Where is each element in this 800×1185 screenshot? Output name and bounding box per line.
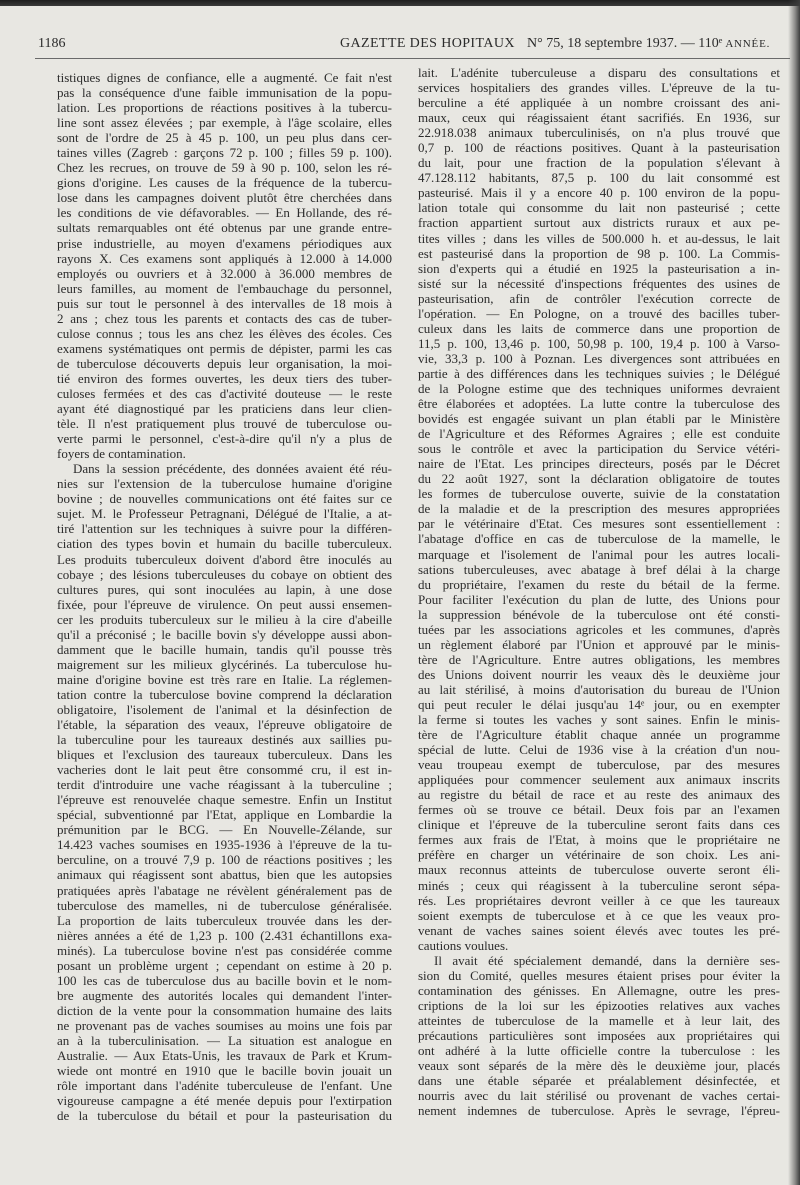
text-line bbox=[418, 577, 780, 592]
text-line bbox=[57, 401, 392, 416]
line-text: Pour faciliter l'exécution du plan de lutte, des Unions pour bbox=[418, 591, 780, 607]
text-line bbox=[57, 175, 392, 190]
text-line bbox=[418, 321, 780, 336]
line-text: tuées par les associations agricoles et les communes, d'après bbox=[418, 621, 780, 637]
line-text: 2 ans ; chez tous les parents et contacts des cas de tuber- bbox=[57, 310, 392, 326]
text-line bbox=[418, 200, 780, 215]
text-line bbox=[57, 521, 392, 536]
line-text: du 22 août 1927, sont la déclaration obligatoire de toutes bbox=[418, 471, 780, 487]
text-line bbox=[418, 185, 780, 200]
line-text: 47.128.112 habitants, 87,5 p. 100 du lait consommé est bbox=[418, 170, 780, 186]
line-text: pas la conséquence d'une faible immunisation de la popu- bbox=[57, 85, 392, 101]
text-line bbox=[57, 973, 392, 988]
text-line bbox=[418, 607, 780, 622]
line-text: gions d'origine. Les causes de la fréquence de la tubercu- bbox=[57, 175, 392, 191]
line-text: vigoureuse campagne a été menée depuis pour l'extirpation bbox=[57, 1093, 392, 1109]
text-line bbox=[418, 667, 780, 682]
text-line bbox=[418, 80, 780, 95]
line-text: cer les produits tuberculeux sur le milieu à la cire d'abeille bbox=[57, 611, 392, 627]
text-line bbox=[418, 1043, 780, 1058]
text-line bbox=[418, 1028, 780, 1043]
line-text: examens systématiques ont permis de dépister, parmi les cas bbox=[57, 340, 392, 356]
line-text: criptions de la loi sur les épizooties relatives aux vaches bbox=[418, 997, 780, 1013]
text-line bbox=[418, 65, 780, 80]
line-text: sujet. M. le Professeur Petragnani, Délégué de l'Italie, a at- bbox=[57, 506, 392, 522]
line-text: préfère en charger un vétérinaire de son choix. Les ani- bbox=[418, 847, 780, 863]
line-text: Dans la session précédente, des données avaient été réu- bbox=[73, 461, 392, 477]
line-text: rés. Les propriétaires devront veiller à ce que les taureaux bbox=[418, 892, 780, 908]
line-text: fermes aux frais de l'Etat, à moins que le propriétaire ne bbox=[418, 832, 780, 848]
text-line bbox=[418, 622, 780, 637]
line-text: contamination des génisses. En Allemagne, outre les pres- bbox=[418, 982, 780, 998]
text-line bbox=[418, 637, 780, 652]
line-text: cautions voulues. bbox=[418, 937, 509, 953]
text-line bbox=[57, 612, 392, 627]
line-text: spécial, subventionné par l'Etat, applique en Lombardie la bbox=[57, 807, 392, 823]
right-column bbox=[418, 65, 780, 1118]
text-line bbox=[57, 747, 392, 762]
text-line bbox=[57, 867, 392, 882]
line-text: au registre du bétail de race et au reste des animaux des bbox=[418, 787, 780, 803]
text-line bbox=[418, 231, 780, 246]
line-text: prémunition par le BCG. — En Nouvelle-Zélande, sur bbox=[57, 822, 392, 838]
line-text: maigrement sur les milieux glycérinés. La tuberculose hu- bbox=[57, 656, 392, 672]
line-text: sous le contrôle et avec la participation du Service vétéri- bbox=[418, 441, 780, 457]
text-line bbox=[57, 85, 392, 100]
text-line bbox=[57, 837, 392, 852]
line-text: au lait stérilisé, à moins d'autorisation du bureau de l'Union bbox=[418, 681, 780, 697]
line-text: posant un problème urgent ; cependant on estime à 20 p. bbox=[57, 957, 392, 973]
text-line bbox=[418, 1103, 780, 1118]
line-text: veaux sont séparés de la mère dès le deuxième jour, placés bbox=[418, 1058, 780, 1074]
text-line bbox=[57, 552, 392, 567]
text-line bbox=[418, 1058, 780, 1073]
line-text: culeux dans les laits de commerce dans une proportion de bbox=[418, 320, 780, 336]
text-line bbox=[57, 341, 392, 356]
line-text: fraction appartient surtout aux districts ruraux et aux pe- bbox=[418, 215, 780, 231]
line-text: sultats remarquables ont été obtenus par une grande entre- bbox=[57, 220, 392, 236]
text-line bbox=[418, 787, 780, 802]
line-text: cobaye ; des lésions tuberculeuses du cobaye on obtient des bbox=[57, 566, 392, 582]
issue-year-label: ANNÉE. bbox=[725, 38, 771, 50]
line-text: l'épreuve est renouvelée chaque semestre. Enfin un Institut bbox=[57, 792, 392, 808]
line-text: des Unions doivent nourrir les veaux dès le deuxième jour bbox=[418, 666, 780, 682]
binding-shadow bbox=[788, 0, 800, 1185]
text-line bbox=[418, 306, 780, 321]
text-line bbox=[57, 1018, 392, 1033]
line-text: lation totale qui consomme du lait non pasteurisé ; cette bbox=[418, 200, 780, 216]
line-text: nement indemnes de tuberculose. Après le sevrage, l'épreu- bbox=[418, 1103, 780, 1119]
line-text: tèle. Il n'est pratiquement plus trouvé de tuberculose ou- bbox=[57, 416, 392, 432]
text-line bbox=[418, 471, 780, 486]
line-text: Il avait été spécialement demandé, dans la dernière ses- bbox=[434, 952, 780, 968]
text-line bbox=[418, 215, 780, 230]
text-line bbox=[418, 742, 780, 757]
text-line bbox=[57, 536, 392, 551]
line-text: La proportion de laits tuberculeux trouvée dans les der- bbox=[57, 912, 392, 928]
text-line bbox=[57, 597, 392, 612]
line-text: ont adhéré à la lutte officielle contre la tuberculose : les bbox=[418, 1043, 780, 1059]
text-line bbox=[418, 697, 780, 712]
line-text: l'étable, la séparation des veaux, l'épreuve obligatoire de bbox=[57, 717, 392, 733]
text-line bbox=[418, 456, 780, 471]
text-line bbox=[418, 426, 780, 441]
text-line bbox=[418, 501, 780, 516]
line-text: tistiques dignes de confiance, elle a augmenté. Ce fait n'est bbox=[57, 70, 392, 85]
text-line bbox=[57, 506, 392, 521]
line-text: terdit d'introduire une vache réagissant à la tuberculine ; bbox=[57, 777, 392, 793]
text-line bbox=[57, 717, 392, 732]
text-line bbox=[57, 431, 392, 446]
line-text: tié environ des formes ouvertes, les deux tiers des tuber- bbox=[57, 370, 392, 386]
line-text: culoses fermées et des cas d'activité douteuse — le reste bbox=[57, 385, 392, 401]
header-rule bbox=[35, 58, 790, 59]
text-line bbox=[57, 115, 392, 130]
text-line bbox=[418, 983, 780, 998]
line-text: clinique et l'épreuve de la tuberculine seront faits dans ces bbox=[418, 817, 780, 833]
text-line bbox=[57, 1108, 392, 1123]
text-line bbox=[418, 592, 780, 607]
line-text: qu'il a préconisé ; le bacille bovin s'y développe aussi abon- bbox=[57, 626, 392, 642]
issue-date: N° 75, 18 septembre 1937. — 110ᵉ bbox=[527, 36, 723, 51]
text-line bbox=[418, 366, 780, 381]
line-text: nières années a été de 1,23 p. 100 (2.431 échantillons exa- bbox=[57, 927, 392, 943]
line-text: Chez les recrues, on trouve de 59 à 90 p. 100, selon les ré- bbox=[57, 160, 392, 176]
line-text: pasteurisé. Mais il y a encore 40 p. 100 environ de la popu- bbox=[418, 185, 780, 201]
text-line bbox=[418, 261, 780, 276]
text-line bbox=[57, 461, 392, 476]
line-text: Australie. — Aux Etats-Unis, les travaux de Park et Krum- bbox=[57, 1048, 392, 1064]
line-text: maine d'origine bovine est très rare en Italie. La réglemen- bbox=[57, 671, 392, 687]
text-line bbox=[57, 792, 392, 807]
line-text: l'opération. — En Pologne, on a trouvé des bacilles tuber- bbox=[418, 305, 780, 321]
line-text: wiede ont montré en 1910 que le bacille bovin jouait un bbox=[57, 1063, 392, 1079]
line-text: appliquées pour commencer seulement aux animaux inscrits bbox=[418, 772, 780, 788]
line-text: Les produits tuberculeux doivent d'abord être inoculés au bbox=[57, 551, 392, 567]
text-line bbox=[57, 642, 392, 657]
text-line bbox=[418, 712, 780, 727]
text-line bbox=[418, 110, 780, 125]
line-text: an à la tuberculinisation. — La situation est analogue en bbox=[57, 1033, 392, 1048]
text-line bbox=[57, 491, 392, 506]
text-line bbox=[418, 817, 780, 832]
line-text: de la maladie et de la prescription des mesures appropriées bbox=[418, 501, 780, 517]
line-text: marquage et l'isolement de l'animal pour les autres locali- bbox=[418, 546, 780, 562]
line-text: lait. L'adénite tuberculeuse a disparu des consultations et bbox=[418, 65, 780, 80]
text-line bbox=[418, 276, 780, 291]
line-text: diction de la vente pour la consommation humaine des laits bbox=[57, 1002, 392, 1018]
line-text: par le vétérinaire d'Etat. Ces mesures sont essentiellement : bbox=[418, 516, 780, 532]
text-line bbox=[57, 913, 392, 928]
text-line bbox=[418, 908, 780, 923]
text-line bbox=[57, 1033, 392, 1048]
line-text: sations tuberculeuses, avec abatage à bref délai à la charge bbox=[418, 561, 780, 577]
text-line bbox=[57, 160, 392, 175]
text-line bbox=[57, 386, 392, 401]
text-line bbox=[418, 652, 780, 667]
line-text: 100 les cas de tuberculose dus au bacille bovin et le nom- bbox=[57, 972, 392, 988]
scan-edge-top bbox=[0, 0, 800, 6]
text-line bbox=[57, 582, 392, 597]
text-line bbox=[418, 547, 780, 562]
line-text: bre augmente des autorités locales qui demandent l'inter- bbox=[57, 987, 392, 1003]
line-text: tation contre la tuberculose bovine comprend la déclaration bbox=[57, 686, 392, 702]
text-line bbox=[57, 657, 392, 672]
text-line bbox=[57, 296, 392, 311]
text-line bbox=[57, 1063, 392, 1078]
text-line bbox=[418, 998, 780, 1013]
text-line bbox=[418, 140, 780, 155]
text-line bbox=[57, 190, 392, 205]
line-text: sion d'experts qui a étudié en 1925 la pasteurisation a in- bbox=[418, 260, 780, 276]
line-text: du lait, pour une fraction de la population s'élevant à bbox=[418, 155, 780, 171]
line-text: tites villes ; dans les villes de 500.000 h. et au-dessus, le lait bbox=[418, 230, 780, 246]
line-text: vacheries dont le lait peut être consommé cru, il est in- bbox=[57, 762, 392, 778]
line-text: la suppression bénévole de la tuberculose ont été consti- bbox=[418, 606, 780, 622]
line-text: de la tuberculose du bétail et pour la pasteurisation du bbox=[57, 1108, 392, 1124]
line-text: ne provenant pas de vaches soumises au moins une fois par bbox=[57, 1017, 392, 1033]
text-line bbox=[418, 125, 780, 140]
line-text: la ferme si toutes les vaches y sont saines. Enfin le minis- bbox=[418, 712, 780, 728]
text-line bbox=[57, 958, 392, 973]
text-line bbox=[57, 476, 392, 491]
text-line bbox=[418, 291, 780, 306]
line-text: fermes où se trouve ce bétail. Deux fois par an l'examen bbox=[418, 802, 780, 818]
line-text: fixée, pour l'épreuve de virulence. On peut aussi ensemen- bbox=[57, 596, 392, 612]
line-text: un règlement élaboré par l'Union et approuvé par le minis- bbox=[418, 636, 780, 652]
line-text: nourris avec du lait stérilisé ou provenant de vaches certai- bbox=[418, 1088, 780, 1104]
line-text: minés). La tuberculose bovine n'est pas considérée comme bbox=[57, 942, 392, 958]
line-text: prise industrielle, au moyen d'examens périodiques aux bbox=[57, 235, 392, 251]
text-line bbox=[57, 70, 392, 85]
text-line bbox=[418, 923, 780, 938]
line-text: 0,7 p. 100 de réactions positives. Quant à la pasteurisation bbox=[418, 140, 780, 156]
line-text: vie, 33,3 p. 100 à Poznan. Les divergences sont attribuées en bbox=[418, 350, 780, 366]
line-text: de tuberculose découverts depuis leur organisation, la moi- bbox=[57, 355, 392, 371]
text-line bbox=[57, 236, 392, 251]
line-text: venant de vaches saines soient élevés avec toutes les pré- bbox=[418, 922, 780, 938]
line-text: line sont assez élevées ; par exemple, à l'âge scolaire, elles bbox=[57, 115, 392, 131]
text-line bbox=[418, 441, 780, 456]
line-text: rayons X. Ces examens sont appliqués à 12.000 à 14.000 bbox=[57, 250, 392, 266]
line-text: animaux qui réagissent sont abattus, bien que les autopsies bbox=[57, 867, 392, 883]
text-line bbox=[57, 928, 392, 943]
text-line bbox=[418, 411, 780, 426]
text-line bbox=[57, 807, 392, 822]
text-line bbox=[57, 898, 392, 913]
text-line bbox=[418, 95, 780, 110]
text-line bbox=[57, 1003, 392, 1018]
text-line bbox=[57, 883, 392, 898]
line-text: précautions particulières sont imposées aux propriétaires qui bbox=[418, 1028, 780, 1043]
line-text: taines villes (Zagreb : garçons 72 p. 100 ; filles 59 p. 100). bbox=[57, 145, 392, 161]
text-line bbox=[57, 988, 392, 1003]
text-line bbox=[57, 687, 392, 702]
line-text: bliques et l'exclusion des taureaux tuberculeux. Dans les bbox=[57, 747, 392, 763]
line-text: rôle important dans l'adénite tuberculeuse de l'enfant. Une bbox=[57, 1078, 392, 1094]
text-line bbox=[57, 100, 392, 115]
text-line bbox=[418, 832, 780, 847]
text-line bbox=[57, 281, 392, 296]
line-text: tère de l'Agriculture établit chaque année un programme bbox=[418, 727, 780, 743]
text-line bbox=[418, 246, 780, 261]
line-text: bovine ; de nouvelles communications ont été faites sur ce bbox=[57, 491, 392, 507]
line-text: qui peut reculer le délai jusqu'au 14ᵉ jour, ou en exempter bbox=[418, 696, 780, 712]
text-line bbox=[57, 371, 392, 386]
text-line bbox=[57, 251, 392, 266]
line-text: berculine, on a trouvé 7,9 p. 100 de réactions positives ; les bbox=[57, 852, 392, 868]
text-line bbox=[418, 938, 780, 953]
line-text: minés ; ceux qui réagissent à la tuberculine seront sépa- bbox=[418, 877, 780, 893]
page-number: 1186 bbox=[38, 36, 66, 51]
text-line bbox=[418, 1013, 780, 1028]
text-line bbox=[418, 1073, 780, 1088]
line-text: les formes de tuberculose ouverte, suivie de la constatation bbox=[418, 486, 780, 502]
line-text: berculine a été appliquée à un nombre croissant des ani- bbox=[418, 95, 780, 111]
text-line bbox=[57, 672, 392, 687]
line-text: l'abatage d'office en cas de tuberculose de la mamelle, le bbox=[418, 531, 780, 547]
text-line bbox=[57, 702, 392, 717]
line-text: la tuberculine pour les taureaux destinés aux saillies pu- bbox=[57, 732, 392, 748]
text-line bbox=[418, 336, 780, 351]
line-text: nies sur l'extension de la tuberculose humaine d'origine bbox=[57, 476, 392, 492]
text-line bbox=[57, 311, 392, 326]
text-line bbox=[57, 326, 392, 341]
text-line bbox=[57, 205, 392, 220]
line-text: tiré l'attention sur les techniques à suivre pour la différen- bbox=[57, 521, 392, 537]
issue-info bbox=[527, 36, 770, 52]
line-text: employés ou ouvriers et à 32.000 à 36.000 membres de bbox=[57, 265, 392, 281]
line-text: tère de l'Agriculture. Entre autres obligations, les membres bbox=[418, 651, 780, 667]
text-line bbox=[418, 170, 780, 185]
line-text: maux reconnus atteints de tuberculose ouverte seront éli- bbox=[418, 862, 780, 878]
text-line bbox=[57, 822, 392, 837]
journal-title: GAZETTE DES HOPITAUX bbox=[340, 36, 515, 51]
line-text: lation. Les proportions de réactions positives à la tubercu- bbox=[57, 100, 392, 116]
text-line bbox=[418, 1088, 780, 1103]
text-line bbox=[57, 852, 392, 867]
text-line bbox=[57, 145, 392, 160]
text-line bbox=[418, 878, 780, 893]
text-line bbox=[57, 1048, 392, 1063]
line-text: dans une étable séparée et préalablement désinfectée, et bbox=[418, 1073, 780, 1089]
line-text: de la Pologne estime que des techniques uniformes devraient bbox=[418, 380, 780, 396]
text-line bbox=[418, 968, 780, 983]
line-text: de l'Agriculture et des Réformes Agraires ; elle est conduite bbox=[418, 426, 780, 442]
text-line bbox=[57, 732, 392, 747]
text-line bbox=[418, 562, 780, 577]
text-line bbox=[57, 762, 392, 777]
text-line bbox=[418, 155, 780, 170]
line-text: 14.423 vaches soumises en 1935-1936 à l'épreuve de la tu- bbox=[57, 837, 392, 853]
line-text: tuberculose des mamelles, ni de tuberculose généralisée. bbox=[57, 897, 392, 913]
line-text: est pasteurisé dans la proportion de 98 p. 100. La Commis- bbox=[418, 245, 780, 261]
line-text: partie à des différences dans les techniques suivies ; le Délégué bbox=[418, 365, 780, 381]
line-text: 11,5 p. 100, 13,46 p. 100, 50,98 p. 100, 19,4 p. 100 à Varso- bbox=[418, 335, 780, 351]
line-text: être élaborées et adoptées. La lutte contre la tuberculose des bbox=[418, 396, 780, 412]
line-text: naire de l'Etat. Les principes directeurs, posés par le Décret bbox=[418, 456, 780, 472]
text-line bbox=[57, 943, 392, 958]
line-text: sisté sur la nécessité d'inspections fréquentes des usines de bbox=[418, 275, 780, 291]
line-text: bovidés est engagée suivant un plan établi par le Ministère bbox=[418, 411, 780, 427]
text-line bbox=[57, 130, 392, 145]
text-line bbox=[57, 266, 392, 281]
line-text: sion du Comité, quelles mesures étaient prises pour éviter la bbox=[418, 967, 780, 983]
line-text: spécial de lutte. Celui de 1936 vise à la création d'un nou- bbox=[418, 742, 780, 758]
text-line bbox=[57, 777, 392, 792]
line-text: leurs familles, au moment de l'embauchage du personnel, bbox=[57, 280, 392, 296]
line-text: pasteurisation, afin de contrôler l'exécution correcte de bbox=[418, 290, 780, 306]
text-line bbox=[418, 953, 780, 968]
text-line bbox=[57, 567, 392, 582]
line-text: ciation des types bovin et humain du bacille tuberculeux. bbox=[57, 536, 392, 552]
text-line bbox=[418, 516, 780, 531]
text-line bbox=[418, 847, 780, 862]
text-line bbox=[57, 1078, 392, 1093]
line-text: cultures pures, qui sont inoculées au lapin, à une dose bbox=[57, 581, 392, 597]
line-text: damment que le bacille humain, tandis qu'il pousse très bbox=[57, 641, 392, 657]
text-line bbox=[418, 531, 780, 546]
line-text: maux, ceux qui réagissaient étant sacrifiés. En 1936, sur bbox=[418, 110, 780, 126]
text-line bbox=[57, 220, 392, 235]
text-line bbox=[418, 682, 780, 697]
line-text: du propriétaire, l'examen du reste du bétail de la ferme. bbox=[418, 576, 780, 592]
text-line bbox=[57, 446, 392, 461]
text-line bbox=[418, 772, 780, 787]
line-text: sont de l'ordre de 25 à 45 p. 100, un peu plus dans cer- bbox=[57, 130, 392, 146]
line-text: les conditions de vie défavorables. — En Hollande, des ré- bbox=[57, 205, 392, 221]
left-column bbox=[57, 70, 392, 1123]
line-text: lose dans les campagnes doivent plutôt être cherchées dans bbox=[57, 190, 392, 206]
text-line bbox=[418, 381, 780, 396]
text-line bbox=[418, 862, 780, 877]
text-line bbox=[418, 757, 780, 772]
line-text: puis sur tout le personnel à des intervalles de 18 mois à bbox=[57, 295, 392, 311]
line-text: soient exempts de tuberculose et à ce que les veaux pro- bbox=[418, 907, 780, 923]
text-line bbox=[418, 893, 780, 908]
text-line bbox=[418, 802, 780, 817]
line-text: services hospitaliers des grandes villes. L'épreuve de la tu- bbox=[418, 80, 780, 96]
line-text: pratiquées après l'abatage ne révèlent généralement pas de bbox=[57, 882, 392, 898]
text-line bbox=[57, 1093, 392, 1108]
text-line bbox=[418, 727, 780, 742]
line-text: ayant été diagnostiqué par les praticiens dans leur clien- bbox=[57, 401, 392, 417]
line-text: atteintes de tuberculose de la mamelle et à leur lait, des bbox=[418, 1012, 780, 1028]
line-text: veau troupeau exempt de tuberculose, par des mesures bbox=[418, 757, 780, 773]
text-line bbox=[418, 486, 780, 501]
text-line bbox=[57, 627, 392, 642]
text-line bbox=[57, 416, 392, 431]
line-text: 22.918.038 animaux tuberculinisés, on n'a plus trouvé que bbox=[418, 125, 780, 141]
text-line bbox=[418, 351, 780, 366]
line-text: obligatoire, l'isolement de l'animal et la désinfection de bbox=[57, 701, 392, 717]
text-line bbox=[57, 356, 392, 371]
line-text: culose connus ; tous les ans chez les élèves des écoles. Ces bbox=[57, 325, 392, 341]
text-line bbox=[418, 396, 780, 411]
line-text: foyers de contamination. bbox=[57, 446, 186, 462]
line-text: verte parmi le personnel, c'est-à-dire qu'il n'y a plus de bbox=[57, 431, 392, 447]
